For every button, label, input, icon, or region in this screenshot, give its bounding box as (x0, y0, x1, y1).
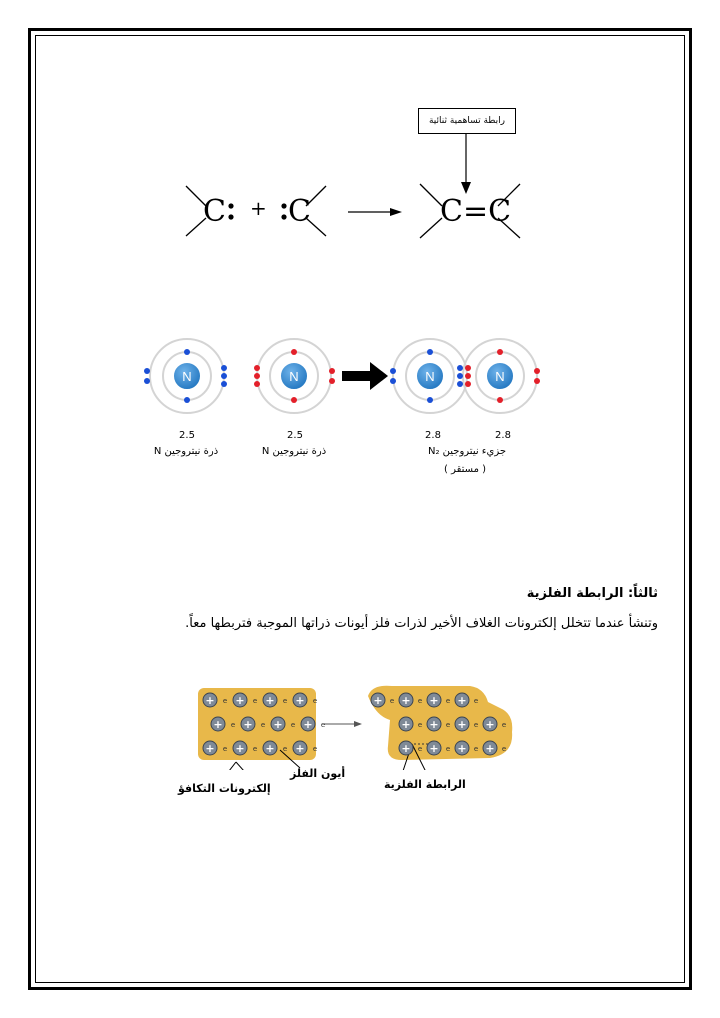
nucleus-symbol: N (182, 369, 192, 384)
nitrogen-diagram (0, 320, 720, 440)
electron-dot (228, 214, 233, 219)
ion-charge: + (295, 742, 305, 755)
ion-charge: + (457, 694, 467, 707)
electron-dot (228, 203, 233, 208)
valence-electron: e (282, 697, 288, 705)
ion-charge: + (235, 694, 245, 707)
ion-charge: + (205, 694, 215, 707)
valence-electron: e (320, 721, 326, 729)
ion-charge: + (429, 694, 439, 707)
valence-electron: e (312, 697, 318, 705)
ion-charge: + (457, 718, 467, 731)
molecule-config-right: 2.8 (495, 430, 511, 441)
reaction-arrow-head (390, 208, 402, 216)
valence-electron: e (501, 745, 507, 753)
valence-electron: e (312, 745, 318, 753)
ion-charge: + (485, 742, 495, 755)
section-paragraph: وتنشأ عندما تتخلل إلكترونات الغلاف الأخير لذرات فلز أيونات ذراتها الموجبة فتربطها معاً. (185, 616, 658, 631)
valence-electron: e (417, 697, 423, 705)
atom2-config: 2.5 (287, 430, 303, 441)
nucleus-symbol: N (495, 369, 505, 384)
bond-line (420, 218, 442, 238)
nucleus-symbol: N (425, 369, 435, 384)
ion-charge: + (303, 718, 313, 731)
valence-electron: e (230, 721, 236, 729)
valence-electron: e (222, 697, 228, 705)
bond-line (420, 184, 442, 206)
valence-electron: e (417, 721, 423, 729)
valence-electron: e (417, 745, 423, 753)
metallic-bond-diagram (0, 680, 720, 770)
ion-charge: + (265, 694, 275, 707)
double-bond-callout: رابطة تساهمية ثنائية (418, 108, 516, 134)
valence-electron: e (389, 697, 395, 705)
ion-charge: + (213, 718, 223, 731)
right-carbon-symbol: C (288, 194, 311, 229)
valence-electrons-label: إلكترونات التكافؤ (178, 782, 271, 795)
valence-electron: e (252, 745, 258, 753)
valence-electron: e (473, 697, 479, 705)
ion-charge: + (373, 694, 383, 707)
valence-electron: e (260, 721, 266, 729)
ion-charge: + (401, 694, 411, 707)
nitrogen-atom-1 (144, 339, 227, 413)
valence-electron: e (473, 721, 479, 729)
valence-electron: e (445, 745, 451, 753)
valence-electron: e (473, 745, 479, 753)
ion-charge: + (235, 742, 245, 755)
ion-charge: + (273, 718, 283, 731)
metal-ion-label: أيون الفلز (290, 767, 346, 780)
reaction-arrow-body (342, 371, 372, 381)
plus-sign: + (250, 196, 267, 220)
covalent-diagram (0, 0, 720, 260)
ion-charge: + (401, 742, 411, 755)
valence-electron: e (445, 721, 451, 729)
electron-dot (281, 203, 286, 208)
electron-dot (281, 214, 286, 219)
molecule-label: جزيء نيتروجين N₂ (427, 446, 507, 457)
ion-charge: + (265, 742, 275, 755)
ion-charge: + (485, 718, 495, 731)
pointer-line (222, 762, 236, 770)
section-heading: ثالثاً: الرابطة الفلزية (526, 586, 658, 601)
ion-charge: + (457, 742, 467, 755)
valence-electron: e (290, 721, 296, 729)
pointer-line (236, 762, 252, 770)
valence-electron: e (445, 697, 451, 705)
nitrogen-molecule (390, 339, 540, 413)
ion-charge: + (429, 718, 439, 731)
product-molecule: C=C (440, 194, 512, 229)
valence-electron: e (252, 697, 258, 705)
valence-electron: e (501, 721, 507, 729)
ion-charge: + (429, 742, 439, 755)
ion-charge: + (295, 694, 305, 707)
ion-charge: + (243, 718, 253, 731)
nitrogen-atom-2 (254, 339, 335, 413)
metallic-bond-label: الرابطة الفلزية (384, 778, 466, 791)
molecule-config-left: 2.8 (425, 430, 441, 441)
molecule-note: ( مستقر ) (443, 464, 487, 475)
reaction-arrow-head (370, 362, 388, 390)
callout-arrow-head (461, 182, 471, 194)
left-carbon-symbol: C (203, 194, 226, 229)
atom1-config: 2.5 (179, 430, 195, 441)
ion-charge: + (401, 718, 411, 731)
nucleus-symbol: N (289, 369, 299, 384)
atom1-label: ذرة نيتروجين N (153, 446, 219, 457)
transform-arrow-head (354, 721, 362, 727)
atom2-label: ذرة نيتروجين N (261, 446, 327, 457)
valence-electron: e (282, 745, 288, 753)
ion-charge: + (205, 742, 215, 755)
valence-electron: e (222, 745, 228, 753)
